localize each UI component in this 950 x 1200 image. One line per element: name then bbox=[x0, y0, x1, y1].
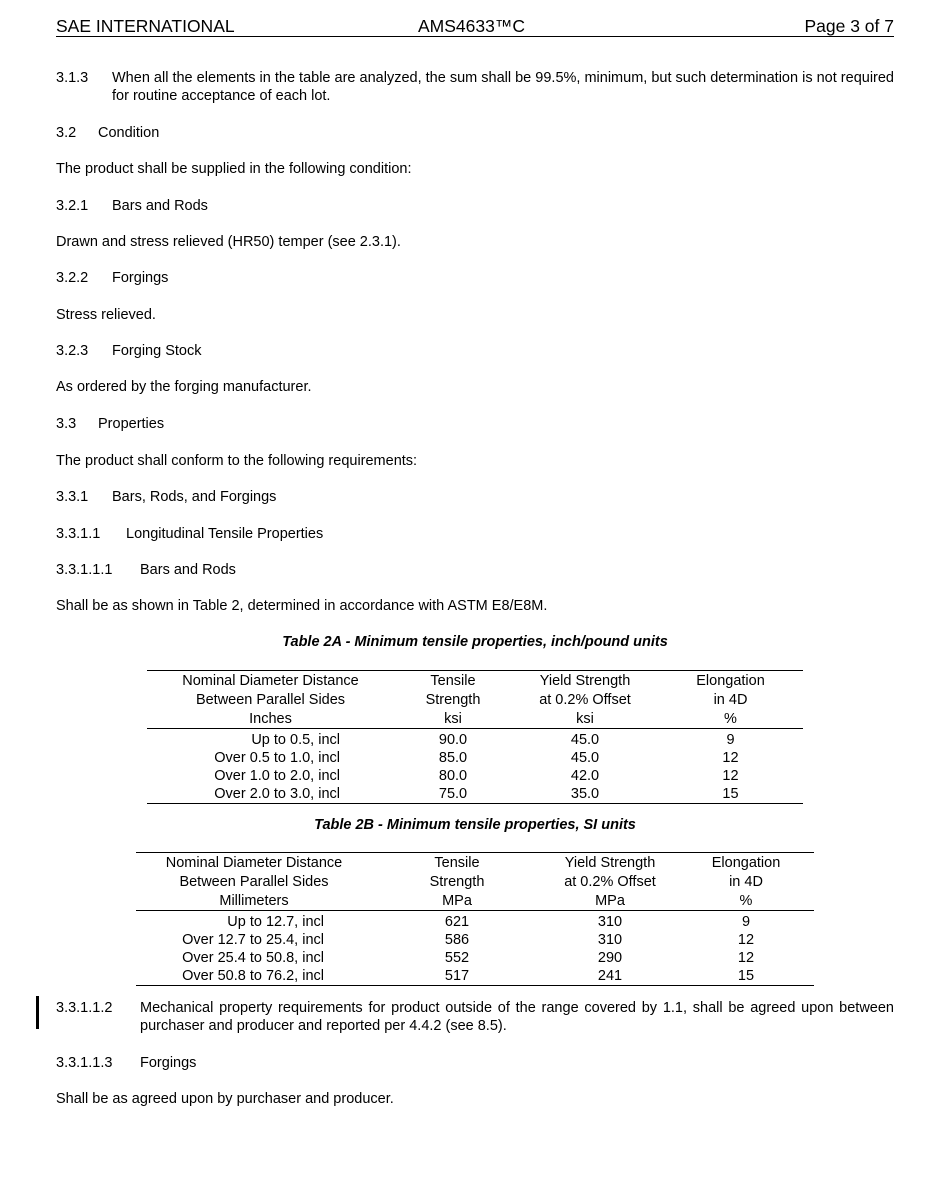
section-title: Forgings bbox=[112, 270, 169, 286]
section-number: 3.3.1 bbox=[56, 489, 89, 505]
heading-3-3-1-1 bbox=[56, 525, 894, 543]
tensile-cell: 552 bbox=[444, 950, 470, 966]
paragraph-3-2-1-text: Drawn and stress relieved (HR50) temper (see 2.3.1). bbox=[56, 234, 401, 250]
elongation-cell: 15 bbox=[737, 968, 755, 984]
section-title: Bars, Rods, and Forgings bbox=[112, 489, 277, 505]
table-row bbox=[136, 949, 814, 967]
section-number: 3.3.1.1.2 bbox=[56, 1000, 113, 1016]
table-row bbox=[136, 967, 814, 986]
tensile-cell: 85.0 bbox=[438, 750, 468, 766]
heading-3-3-1 bbox=[56, 488, 894, 506]
header-cell: MPa bbox=[542, 891, 678, 911]
section-title: Forging Stock bbox=[112, 343, 202, 359]
header-cell: ksi bbox=[394, 709, 512, 729]
tensile-cell: 621 bbox=[444, 914, 470, 930]
heading-3-3 bbox=[56, 415, 894, 433]
table-row bbox=[136, 911, 814, 932]
section-number: 3.2.2 bbox=[56, 270, 89, 286]
header-cell: Strength bbox=[429, 874, 485, 890]
elongation-cell: 12 bbox=[737, 950, 755, 966]
section-number: 3.2.3 bbox=[56, 343, 89, 359]
yield-cell: 241 bbox=[597, 968, 623, 984]
elongation-cell: 15 bbox=[722, 786, 739, 802]
yield-cell: 290 bbox=[597, 950, 623, 966]
paragraph-3-1-3 bbox=[56, 69, 894, 105]
revision-change-bar bbox=[36, 996, 39, 1029]
page-number: Page 3 of 7 bbox=[804, 16, 894, 36]
section-number: 3.2 bbox=[56, 125, 77, 141]
paragraph-3-3-1-1-2 bbox=[56, 999, 894, 1035]
section-number: 3.1.3 bbox=[56, 70, 89, 86]
diameter-cell: Up to 0.5, incl bbox=[251, 732, 340, 748]
header-cell: in 4D bbox=[729, 874, 763, 890]
header-cell: at 0.2% Offset bbox=[539, 692, 631, 708]
header-cell: Elongation bbox=[711, 855, 781, 871]
header-cell: Inches bbox=[147, 709, 394, 729]
table-2b-caption: Table 2B - Minimum tensile properties, SI units bbox=[314, 817, 636, 833]
header-cell: Nominal Diameter Distance bbox=[165, 855, 343, 871]
section-title: Properties bbox=[98, 416, 165, 432]
header-cell: in 4D bbox=[713, 692, 748, 708]
tensile-cell: 586 bbox=[444, 932, 470, 948]
header-cell: at 0.2% Offset bbox=[564, 874, 656, 890]
section-number: 3.2.1 bbox=[56, 198, 89, 214]
elongation-cell: 12 bbox=[722, 750, 739, 766]
header-cell: Tensile bbox=[430, 673, 476, 689]
org-name: SAE INTERNATIONAL bbox=[56, 16, 235, 36]
tensile-cell: 80.0 bbox=[438, 768, 468, 784]
section-text: When all the elements in the table are analyzed, the sum shall be 99.5%, minimum, but such determination is not required for routine acceptance of each lot. bbox=[112, 70, 894, 104]
tensile-cell: 75.0 bbox=[438, 786, 468, 802]
section-text: Mechanical property requirements for product outside of the range covered by 1.1, shall be agreed upon between purchaser and producer and reported per 4.4.2 (see 8.5). bbox=[140, 1000, 894, 1034]
header-cell: Yield Strength bbox=[564, 855, 656, 871]
heading-3-2-1 bbox=[56, 197, 894, 215]
yield-cell: 45.0 bbox=[570, 732, 600, 748]
section-title: Bars and Rods bbox=[112, 198, 208, 214]
table-row bbox=[147, 785, 803, 804]
elongation-cell: 12 bbox=[737, 932, 755, 948]
diameter-cell: Over 25.4 to 50.8, incl bbox=[182, 950, 324, 966]
header-cell: Millimeters bbox=[136, 891, 372, 911]
page-header bbox=[56, 16, 894, 37]
diameter-cell: Over 1.0 to 2.0, incl bbox=[214, 768, 340, 784]
diameter-cell: Over 0.5 to 1.0, incl bbox=[214, 750, 340, 766]
tensile-cell: 90.0 bbox=[438, 732, 468, 748]
header-cell: ksi bbox=[512, 709, 658, 729]
section-title: Condition bbox=[98, 125, 160, 141]
section-title: Bars and Rods bbox=[140, 562, 236, 578]
elongation-cell: 12 bbox=[722, 768, 739, 784]
header-cell: % bbox=[658, 709, 803, 729]
heading-3-3-1-1-1 bbox=[56, 561, 894, 579]
diameter-cell: Over 12.7 to 25.4, incl bbox=[182, 932, 324, 948]
paragraph-3-3-text: The product shall conform to the following requirements: bbox=[56, 453, 418, 469]
yield-cell: 42.0 bbox=[570, 768, 600, 784]
table-row bbox=[136, 931, 814, 949]
yield-cell: 45.0 bbox=[570, 750, 600, 766]
header-cell: Nominal Diameter Distance bbox=[182, 673, 359, 689]
paragraph-3-2-3-text: As ordered by the forging manufacturer. bbox=[56, 379, 312, 395]
heading-3-2 bbox=[56, 124, 894, 142]
section-number: 3.3.1.1 bbox=[56, 526, 101, 542]
yield-cell: 35.0 bbox=[570, 786, 600, 802]
section-title: Longitudinal Tensile Properties bbox=[126, 526, 324, 542]
yield-cell: 310 bbox=[597, 914, 623, 930]
heading-3-3-1-1-3 bbox=[56, 1054, 894, 1072]
table-2b bbox=[136, 852, 814, 986]
section-number: 3.3.1.1.3 bbox=[56, 1055, 113, 1071]
paragraph-3-3-1-1-1-text: Shall be as shown in Table 2, determined in accordance with ASTM E8/E8M. bbox=[56, 598, 548, 614]
header-cell: Between Parallel Sides bbox=[195, 692, 346, 708]
heading-3-2-2 bbox=[56, 269, 894, 287]
header-cell: Elongation bbox=[696, 673, 765, 689]
section-number: 3.3 bbox=[56, 416, 77, 432]
yield-cell: 310 bbox=[597, 932, 623, 948]
table-row bbox=[147, 767, 803, 785]
elongation-cell: 9 bbox=[741, 914, 751, 930]
table-row bbox=[147, 729, 803, 750]
diameter-cell: Over 50.8 to 76.2, incl bbox=[182, 968, 324, 984]
header-cell: Yield Strength bbox=[539, 673, 631, 689]
header-cell: Between Parallel Sides bbox=[179, 874, 329, 890]
section-title: Forgings bbox=[140, 1055, 197, 1071]
document-id: AMS4633™C bbox=[418, 16, 525, 36]
paragraph-3-2-text: The product shall be supplied in the following condition: bbox=[56, 161, 412, 177]
section-number: 3.3.1.1.1 bbox=[56, 562, 113, 578]
header-cell: % bbox=[678, 891, 814, 911]
paragraph-3-3-1-1-3-text: Shall be as agreed upon by purchaser and producer. bbox=[56, 1091, 394, 1107]
header-cell: Tensile bbox=[434, 855, 480, 871]
diameter-cell: Up to 12.7, incl bbox=[227, 914, 324, 930]
paragraph-3-2-2-text: Stress relieved. bbox=[56, 307, 156, 323]
table-2a bbox=[147, 670, 803, 804]
diameter-cell: Over 2.0 to 3.0, incl bbox=[214, 786, 340, 802]
table-row bbox=[147, 749, 803, 767]
tensile-cell: 517 bbox=[444, 968, 470, 984]
header-cell: MPa bbox=[372, 891, 542, 911]
header-cell: Strength bbox=[425, 692, 481, 708]
elongation-cell: 9 bbox=[726, 732, 735, 748]
heading-3-2-3 bbox=[56, 342, 894, 360]
table-2a-caption: Table 2A - Minimum tensile properties, inch/pound units bbox=[282, 634, 668, 650]
